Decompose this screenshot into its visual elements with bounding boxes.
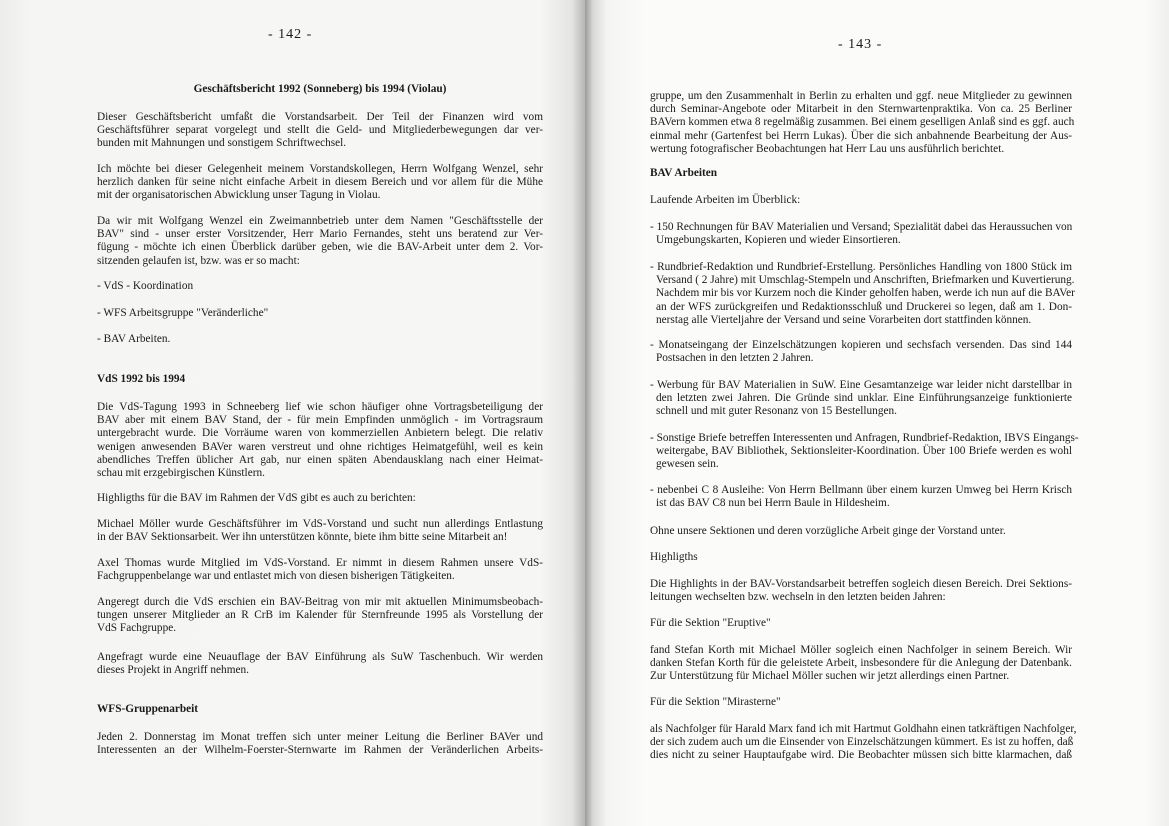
text-line: Highligths	[650, 551, 698, 563]
text-line: tungen unserer Mitglieder an R CrB im Kalender für Sternfreunde 1995 als Vorstellung der	[97, 609, 543, 622]
text-line: Interessenten an der Wilhelm-Foerster-Sternwarte im Rahmen der Veränderlichen Arbeits-	[97, 744, 543, 757]
text-line: Ich möchte bei dieser Gelegenheit meinem Vorstandskollegen, Herrn Wolfgang Wenzel, sehr	[97, 163, 543, 175]
text-line: Für die Sektion "Mirasterne"	[650, 696, 781, 708]
text-line: Postsachen in den letzten 2 Jahren.	[656, 352, 814, 365]
text-line: dieses Projekt in Angriff nehmen.	[97, 664, 249, 677]
text-line: untergebracht wurde. Die Vorräume waren von kommerziellen Anbietern belegt. Die relativ	[97, 427, 543, 440]
text-line: schnell und mit guter Resonanz von 15 Bestellungen.	[656, 405, 897, 418]
paragraph	[650, 90, 1075, 156]
paragraph	[650, 525, 1072, 538]
text-line: nerstag alle Vierteljahre der Versand und seine Vorarbeiten dort stattfinden können.	[656, 313, 1032, 326]
text-line: leitungen wechselten bzw. wechseln in den letzten beiden Jahren:	[650, 591, 946, 604]
text-line: Dieser Geschäftsbericht umfaßt die Vorstandsarbeit. Der Teil der Finanzen wird vom	[97, 111, 543, 123]
text-line: herzlich danken für seine nicht einfache Arbeit in diesem Bereich und vor allem für die Mühe	[97, 176, 543, 189]
text-line: der sich zudem auch um die Einsender von Einzelschätzungen kümmert. Es ist zu hoffen, daß	[650, 736, 1074, 749]
text-line: Die VdS-Tagung 1993 in Schneeberg lief wie schon häufiger ohne Vortragsbeteiligung der	[97, 401, 543, 413]
text-line: - Rundbrief-Redaktion und Rundbrief-Erstellung. Persönliches Handling von 1800 Stück im	[650, 261, 1072, 273]
text-line: Da wir mit Wolfgang Wenzel ein Zweimannbetrieb unter dem Namen "Geschäftsstelle der	[97, 215, 543, 227]
text-line: Fachgruppenbelange war und entlastet mich von diesen bisherigen Tätigkeiten.	[97, 570, 455, 583]
paragraph	[97, 731, 543, 757]
paragraph	[97, 111, 543, 151]
list-item	[650, 339, 1072, 365]
text-line: - VdS - Koordination	[97, 280, 194, 292]
paragraph	[97, 651, 543, 677]
text-line: - Werbung für BAV Materialien in SuW. Eine Gesamtanzeige war leider nicht darstellbar in	[650, 379, 1072, 391]
text-line: - Sonstige Briefe betreffen Interessenten und Anfragen, Rundbrief-Redaktion, IBVS Eingangs-	[650, 432, 1079, 444]
text-line: BAV" sind - unser erster Vorsitzender, Herr Mario Fernandes, steht uns beratend zur Ver-	[97, 228, 543, 241]
paragraph	[97, 163, 543, 203]
text-line: Laufende Arbeiten im Überblick:	[650, 194, 801, 206]
list-item	[650, 379, 1072, 419]
paragraph	[97, 215, 543, 268]
text-line: Versand ( 2 Jahre) mit Umschlag-Stempeln und Anschriften, Briefmarken und Kuvertierung.	[656, 274, 1075, 287]
text-line: Jeden 2. Donnerstag im Monat treffen sich unter meiner Leitung die Berliner BAVer und	[97, 731, 543, 743]
text-line: sitzenden gelaufen ist, bzw. was er so macht:	[97, 254, 300, 267]
text-line: Umgebungskarten, Kopieren und wieder Einsortieren.	[656, 234, 901, 247]
text-line: an der WFS zurückgreifen und Redaktionsschluß und Druckerei so legen, daß am 1. Don-	[656, 300, 1072, 313]
list-item	[650, 221, 1072, 247]
text-line: ist das BAV C8 nun bei Herrn Baule in Hildesheim.	[656, 497, 890, 510]
text-line: Die Highlights in der BAV-Vorstandsarbeit betreffen sogleich diesen Bereich. Drei Sektions-	[650, 578, 1072, 590]
paragraph	[97, 596, 543, 636]
text-line: wenigen anwesenden BAVer waren verstreut und ohne richtiges Heimatgefühl, weil es kein	[97, 440, 543, 453]
text-line: - Monatseingang der Einzelschätzungen kopieren und sechsfach versenden. Das sind 144	[650, 339, 1072, 351]
paragraph	[650, 578, 1072, 604]
paragraph	[97, 401, 543, 480]
text-line: Zur Unterstützung für Michael Möller suchen wir jetzt allerdings einen Partner.	[650, 670, 1010, 683]
text-line: - BAV Arbeiten.	[97, 333, 171, 345]
paragraph	[97, 492, 543, 505]
page-number: - 142 -	[268, 27, 313, 42]
text-line: fand Stefan Korth mit Michael Möller sogleich einen Nachfolger in seinem Bereich. Wir	[650, 644, 1072, 656]
text-line: gewesen sein.	[656, 458, 719, 471]
paragraph	[650, 723, 1077, 763]
text-line: einmal mehr (Gartenfest bei Herrn Lukas). Über die sich anbahnende Bearbeitung der Aus-	[650, 129, 1072, 142]
paragraph	[97, 518, 543, 544]
text-line: weitergabe, BAV Bibliothek, Sektionsleiter-Koordination. Über 100 Briefe werden es wohl	[656, 445, 1072, 458]
list-item	[650, 261, 1075, 327]
text-line: VdS Fachgruppe.	[97, 622, 177, 635]
text-line: WFS-Gruppenarbeit	[97, 703, 199, 715]
text-line: - nebenbei C 8 Ausleihe: Von Herrn Bellmann über einem kurzen Umweg bei Herrn Krisch	[650, 484, 1072, 496]
text-line: BAV aber mit einem BAV Stand, der - für mein Empfinden unmöglich - im Vortragsraum	[97, 414, 543, 427]
right-page	[585, 0, 1169, 826]
paragraph	[650, 696, 1072, 709]
list-item	[97, 307, 543, 320]
text-line: BAVern kommen etwa 8 regelmäßig zusammen. Bei einem geselligen Anlaß sind es ggf. auch	[650, 116, 1075, 129]
list-item	[650, 484, 1072, 510]
text-line: - 150 Rechnungen für BAV Materialien und Versand; Spezialität dabei das Heraussuchen von	[650, 221, 1073, 233]
text-line: den letzten zwei Jahren. Die Gründe sind unklar. Eine Einführungsanzeige funktionierte	[656, 392, 1072, 405]
text-line: Ohne unsere Sektionen und deren vorzügliche Arbeit ginge der Vorstand unter.	[650, 525, 1006, 537]
text-line: fügung - möchte ich einen Überblick darüber geben, wie die BAV-Arbeit unter dem 2. Vor-	[97, 241, 543, 254]
page-number: - 143 -	[838, 37, 883, 52]
text-line: mit der organisatorischen Abwicklung unser Tagung in Violau.	[97, 189, 381, 202]
text-line: bunden mit Mahnungen und sonstigem Schriftwechsel.	[97, 137, 347, 150]
text-line: als Nachfolger für Harald Marx fand ich mit Hartmut Goldhahn einen tatkräftigen Nachfolger,	[650, 723, 1077, 735]
text-line: schau mit erzgebirgischen Künstlern.	[97, 467, 265, 480]
text-line: Nachdem mir bis vor Kurzem noch die Kinder geholfen haben, werde ich nun auf die BAVer	[656, 287, 1075, 300]
list-item	[97, 333, 543, 346]
report-title: Geschäftsbericht 1992 (Sonneberg) bis 1994 (Violau)	[193, 83, 447, 95]
text-line: Highligths für die BAV im Rahmen der VdS gibt es auch zu berichten:	[97, 492, 416, 504]
paragraph	[650, 551, 1072, 564]
text-line: gruppe, um den Zusammenhalt in Berlin zu erhalten und ggf. neue Mitglieder zu gewinnen	[650, 90, 1072, 102]
text-line: danken Stefan Korth für die geleistete Arbeit, insbesondere für die Anlegung der Datenbank.	[650, 657, 1072, 670]
text-line: Für die Sektion "Eruptive"	[650, 617, 771, 629]
text-line: abendliches Treffen üblicher Art gab, nur einen späten Abendausklang nach einer Heimat-	[97, 453, 543, 466]
text-line: wertung fotografischer Beobachtungen hat Herr Lau uns ausführlich berichtet.	[650, 142, 1005, 155]
paragraph	[650, 194, 1072, 207]
text-line: Angeregt durch die VdS erschien ein BAV-Beitrag von mir mit aktuellen Minimumsbeobach-	[97, 596, 543, 608]
paragraph	[650, 644, 1072, 684]
text-line: Michael Möller wurde Geschäftsführer im VdS-Vorstand und sucht nun allerdings Entlastung	[97, 518, 543, 530]
text-line: dies nicht zu seiner Hauptaufgabe wird. Die Beobachter müssen sich bitte klarmachen, daß	[650, 749, 1072, 762]
text-line: Geschäftsführer separat vorgelegt und stellt die Geld- und Mitgliederbewegungen dar ver-	[97, 124, 543, 137]
text-line: - WFS Arbeitsgruppe "Veränderliche"	[97, 307, 269, 319]
paragraph	[650, 617, 1072, 630]
section-heading	[97, 703, 543, 716]
paragraph	[97, 557, 543, 583]
section-heading	[97, 373, 543, 386]
section-heading	[650, 167, 1072, 180]
text-line: Angefragt wurde eine Neuauflage der BAV Einführung als SuW Taschenbuch. Wir werden	[97, 651, 543, 663]
text-line: BAV Arbeiten	[650, 167, 718, 179]
text-line: VdS 1992 bis 1994	[97, 373, 186, 385]
list-item	[650, 432, 1079, 472]
list-item	[97, 280, 543, 293]
text-line: Axel Thomas wurde Mitglied im VdS-Vorstand. Er nimmt in diesem Rahmen unsere VdS-	[97, 557, 543, 569]
text-line: durch Seminar-Angebote oder Mitarbeit in den Sternwartenpraktika. Von ca. 25 Berliner	[650, 103, 1072, 116]
text-line: in der BAV Sektionsarbeit. Wer ihn unterstützen könnte, biete ihm bitte seine Mitarbeit an!	[97, 531, 508, 544]
